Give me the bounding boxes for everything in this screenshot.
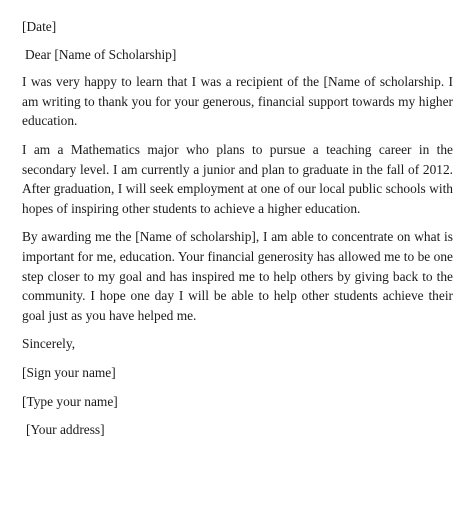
- letter-date: [Date]: [22, 19, 57, 34]
- letter-paragraph-3: By awarding me the [Name of scholarship], I am able to concentrate on what is important for me, education. Your financial generosity has allowed me to be one step closer to my goal and has inspired me to help others by giving back to the community. I hope one day I will be able to help other students achieve their goal just as you have helped me.: [22, 229, 453, 323]
- letter-paragraph-1: I was very happy to learn that I was a recipient of the [Name of scholarship. I am writing to thank you for your generous, financial support towards my higher education.: [22, 74, 453, 129]
- address-placeholder: [Your address]: [26, 422, 105, 438]
- letter-salutation: Dear [Name of Scholarship]: [25, 46, 177, 62]
- letter-body: [22, 17, 453, 440]
- typed-name-placeholder: [Type your name]: [22, 393, 118, 409]
- letter-closing: Sincerely,: [22, 336, 76, 352]
- signature-placeholder: [Sign your name]: [22, 364, 116, 380]
- letter-paragraph-2: I am a Mathematics major who plans to pursue a teaching career in the secondary level. I am currently a junior and plan to graduate in the fall of 2012. After graduation, I will seek employment at one of our local public schools with hopes of inspiring other students to achieve a higher education.: [22, 141, 453, 216]
